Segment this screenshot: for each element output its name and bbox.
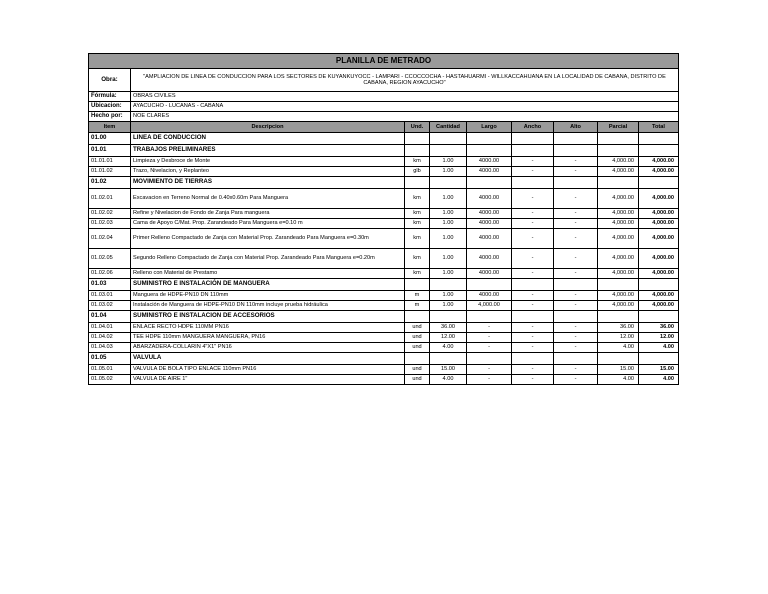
unit-cell: und: [405, 323, 430, 333]
unit-cell: km: [405, 157, 430, 167]
partial-cell: 4.00: [598, 375, 639, 385]
quantity-cell: 1.00: [430, 189, 467, 209]
length-cell: -: [467, 323, 512, 333]
obra-text: "AMPLIACION DE LINEA DE CONDUCCION PARA LOS SECTORES DE KUYANKUYOCC - LAMPARI - CCOCCOCHA - HASTAHUARMI - WILLKACCAHUANA EN LA LOCALIDAD DE CABANA, DISTRITO DE CABANA, REGION AYACUCHO": [131, 69, 679, 92]
empty-cell: [554, 279, 598, 291]
width-cell: -: [512, 209, 554, 219]
description-cell: Limpieza y Desbroce de Monte: [131, 157, 405, 167]
length-cell: -: [467, 333, 512, 343]
empty-cell: [430, 279, 467, 291]
partial-cell: 4,000.00: [598, 269, 639, 279]
table-row: [89, 157, 679, 167]
empty-cell: [639, 177, 679, 189]
section-row: [89, 133, 679, 145]
partial-cell: 4,000.00: [598, 301, 639, 311]
empty-cell: [405, 177, 430, 189]
unit-cell: und: [405, 375, 430, 385]
item-cell: 01.03.02: [89, 301, 131, 311]
description-cell: Relleno con Material de Prestamo: [131, 269, 405, 279]
empty-cell: [467, 133, 512, 145]
table-row: [89, 291, 679, 301]
empty-cell: [598, 353, 639, 365]
empty-cell: [512, 311, 554, 323]
length-cell: 4,000.00: [467, 301, 512, 311]
width-cell: -: [512, 229, 554, 249]
length-cell: -: [467, 365, 512, 375]
partial-cell: 15.00: [598, 365, 639, 375]
length-cell: -: [467, 343, 512, 353]
info-row-hecho-por: [89, 112, 679, 122]
item-cell: 01.02.02: [89, 209, 131, 219]
empty-cell: [467, 177, 512, 189]
table-row: [89, 249, 679, 269]
quantity-cell: 1.00: [430, 209, 467, 219]
description-cell: Refine y Nivelacion de Fondo de Zanja Para manguera: [131, 209, 405, 219]
item-cell: 01.04.02: [89, 333, 131, 343]
empty-cell: [512, 353, 554, 365]
section-title: MOVIMIENTO DE TIERRAS: [131, 177, 405, 189]
quantity-cell: 1.00: [430, 229, 467, 249]
metrado-sheet: [88, 53, 678, 385]
col-header-ancho: Ancho: [512, 122, 554, 133]
col-header-largo: Largo: [467, 122, 512, 133]
empty-cell: [639, 311, 679, 323]
unit-cell: km: [405, 219, 430, 229]
partial-cell: 4,000.00: [598, 189, 639, 209]
description-cell: Excavacion en Terreno Normal de 0.40x0.60m Para Manguera: [131, 189, 405, 209]
height-cell: -: [554, 219, 598, 229]
unit-cell: km: [405, 229, 430, 249]
item-cell: 01.03.01: [89, 291, 131, 301]
quantity-cell: 1.00: [430, 269, 467, 279]
table-row: [89, 189, 679, 209]
empty-cell: [405, 311, 430, 323]
total-cell: 15.00: [639, 365, 679, 375]
table-row: [89, 209, 679, 219]
height-cell: -: [554, 365, 598, 375]
table-row: [89, 323, 679, 333]
empty-cell: [512, 145, 554, 157]
unit-cell: und: [405, 365, 430, 375]
section-title: VALVULA: [131, 353, 405, 365]
col-header-alto: Alto: [554, 122, 598, 133]
height-cell: -: [554, 375, 598, 385]
empty-cell: [639, 279, 679, 291]
table-row: [89, 301, 679, 311]
length-cell: 4000.00: [467, 249, 512, 269]
quantity-cell: 1.00: [430, 291, 467, 301]
total-cell: 4,000.00: [639, 219, 679, 229]
col-header-item: Item: [89, 122, 131, 133]
item-cell: 01.02.06: [89, 269, 131, 279]
item-code: 01.03: [89, 279, 131, 291]
height-cell: -: [554, 323, 598, 333]
length-cell: 4000.00: [467, 229, 512, 249]
height-cell: -: [554, 229, 598, 249]
partial-cell: 36.00: [598, 323, 639, 333]
description-cell: Cama de Apoyo C/Mat. Prop. Zarandeado Para Manguera e=0.10 m: [131, 219, 405, 229]
empty-cell: [430, 133, 467, 145]
width-cell: -: [512, 323, 554, 333]
item-code: 01.04: [89, 311, 131, 323]
item-cell: 01.02.03: [89, 219, 131, 229]
subsection-row: [89, 353, 679, 365]
info-label: Fórmula:: [89, 92, 131, 102]
empty-cell: [598, 177, 639, 189]
total-cell: 4,000.00: [639, 249, 679, 269]
empty-cell: [512, 177, 554, 189]
empty-cell: [639, 353, 679, 365]
height-cell: -: [554, 269, 598, 279]
info-label: Hecho por:: [89, 112, 131, 122]
height-cell: -: [554, 343, 598, 353]
length-cell: 4000.00: [467, 167, 512, 177]
width-cell: -: [512, 167, 554, 177]
item-code: 01.00: [89, 133, 131, 145]
description-cell: ABARZADERA-COLLARIN 4"X1" PN16: [131, 343, 405, 353]
total-cell: 4,000.00: [639, 291, 679, 301]
width-cell: -: [512, 375, 554, 385]
description-cell: ENLACE RECTO HDPE 110MM PN16: [131, 323, 405, 333]
empty-cell: [598, 145, 639, 157]
width-cell: -: [512, 189, 554, 209]
total-cell: 4,000.00: [639, 269, 679, 279]
total-cell: 4,000.00: [639, 229, 679, 249]
partial-cell: 4,000.00: [598, 291, 639, 301]
empty-cell: [467, 279, 512, 291]
subsection-row: [89, 145, 679, 157]
quantity-cell: 1.00: [430, 301, 467, 311]
item-code: 01.02: [89, 177, 131, 189]
item-cell: 01.05.02: [89, 375, 131, 385]
item-code: 01.01: [89, 145, 131, 157]
col-header-cantidad: Cantidad: [430, 122, 467, 133]
total-cell: 4,000.00: [639, 167, 679, 177]
empty-cell: [430, 177, 467, 189]
height-cell: -: [554, 209, 598, 219]
description-cell: Trazo, Nivelacion, y Replanteo: [131, 167, 405, 177]
partial-cell: 4,000.00: [598, 157, 639, 167]
empty-cell: [467, 311, 512, 323]
total-cell: 4,000.00: [639, 209, 679, 219]
subsection-row: [89, 177, 679, 189]
quantity-cell: 1.00: [430, 249, 467, 269]
section-title: SUMINISTRO E INSTALACIÓN DE MANGUERA: [131, 279, 405, 291]
item-cell: 01.04.01: [89, 323, 131, 333]
section-title: SUMINISTRO E INSTALACION DE ACCESORIOS: [131, 311, 405, 323]
empty-cell: [554, 311, 598, 323]
empty-cell: [405, 145, 430, 157]
height-cell: -: [554, 167, 598, 177]
info-value: AYACUCHO - LUCANAS - CABANA: [131, 102, 679, 112]
info-row-ubicacion: [89, 102, 679, 112]
table-row: [89, 333, 679, 343]
empty-cell: [405, 353, 430, 365]
table-row: [89, 365, 679, 375]
table-row: [89, 167, 679, 177]
unit-cell: m: [405, 291, 430, 301]
partial-cell: 4,000.00: [598, 219, 639, 229]
info-value: NOE CLARES: [131, 112, 679, 122]
col-header-descripcion: Descripcion: [131, 122, 405, 133]
partial-cell: 12.00: [598, 333, 639, 343]
height-cell: -: [554, 291, 598, 301]
total-cell: 4,000.00: [639, 301, 679, 311]
obra-row: [89, 69, 679, 92]
header-row: [89, 122, 679, 133]
length-cell: 4000.00: [467, 157, 512, 167]
empty-cell: [554, 353, 598, 365]
width-cell: -: [512, 365, 554, 375]
width-cell: -: [512, 291, 554, 301]
empty-cell: [430, 145, 467, 157]
item-cell: 01.02.01: [89, 189, 131, 209]
description-cell: Segundo Relleno Compactado de Zanja con Material Prop. Zarandeado Para Manguera e=0.20m: [131, 249, 405, 269]
quantity-cell: 15.00: [430, 365, 467, 375]
width-cell: -: [512, 269, 554, 279]
subsection-row: [89, 279, 679, 291]
partial-cell: 4,000.00: [598, 167, 639, 177]
height-cell: -: [554, 249, 598, 269]
width-cell: -: [512, 249, 554, 269]
empty-cell: [430, 353, 467, 365]
length-cell: 4000.00: [467, 269, 512, 279]
empty-cell: [598, 279, 639, 291]
table-row: [89, 375, 679, 385]
quantity-cell: 4.00: [430, 375, 467, 385]
empty-cell: [598, 133, 639, 145]
unit-cell: km: [405, 269, 430, 279]
empty-cell: [512, 133, 554, 145]
partial-cell: 4,000.00: [598, 209, 639, 219]
col-header-parcial: Parcial: [598, 122, 639, 133]
height-cell: -: [554, 301, 598, 311]
item-cell: 01.02.05: [89, 249, 131, 269]
unit-cell: km: [405, 249, 430, 269]
length-cell: 4000.00: [467, 189, 512, 209]
total-cell: 4.00: [639, 343, 679, 353]
info-label: Ubicacion:: [89, 102, 131, 112]
total-cell: 4.00: [639, 375, 679, 385]
quantity-cell: 12.00: [430, 333, 467, 343]
empty-cell: [639, 133, 679, 145]
description-cell: Instalación de Manguera de HDPE-PN10 DN 110mm incluye prueba hidráulica: [131, 301, 405, 311]
quantity-cell: 4.00: [430, 343, 467, 353]
unit-cell: km: [405, 189, 430, 209]
description-cell: VALVULA DE AIRE 1": [131, 375, 405, 385]
metrado-table: [88, 53, 679, 385]
obra-label: Obra:: [89, 69, 131, 92]
quantity-cell: 1.00: [430, 167, 467, 177]
height-cell: -: [554, 189, 598, 209]
quantity-cell: 36.00: [430, 323, 467, 333]
width-cell: -: [512, 333, 554, 343]
unit-cell: und: [405, 343, 430, 353]
length-cell: 4000.00: [467, 209, 512, 219]
empty-cell: [512, 279, 554, 291]
item-cell: 01.04.03: [89, 343, 131, 353]
height-cell: -: [554, 333, 598, 343]
info-row-formula: [89, 92, 679, 102]
item-cell: 01.05.01: [89, 365, 131, 375]
length-cell: 4000.00: [467, 291, 512, 301]
width-cell: -: [512, 301, 554, 311]
empty-cell: [405, 279, 430, 291]
total-cell: 36.00: [639, 323, 679, 333]
empty-cell: [467, 353, 512, 365]
unit-cell: und: [405, 333, 430, 343]
total-cell: 12.00: [639, 333, 679, 343]
width-cell: -: [512, 343, 554, 353]
partial-cell: 4.00: [598, 343, 639, 353]
empty-cell: [430, 311, 467, 323]
width-cell: -: [512, 219, 554, 229]
empty-cell: [598, 311, 639, 323]
empty-cell: [405, 133, 430, 145]
col-header-total: Total: [639, 122, 679, 133]
table-row: [89, 343, 679, 353]
partial-cell: 4,000.00: [598, 229, 639, 249]
col-header-und: Und.: [405, 122, 430, 133]
quantity-cell: 1.00: [430, 219, 467, 229]
description-cell: Manguera de HDPE-PN10 DN 110mm: [131, 291, 405, 301]
table-row: [89, 219, 679, 229]
total-cell: 4,000.00: [639, 189, 679, 209]
unit-cell: m: [405, 301, 430, 311]
description-cell: VALVULA DE BOLA TIPO ENLACE 110mm PN16: [131, 365, 405, 375]
sheet-title: PLANILLA DE METRADO: [89, 54, 679, 69]
title-row: [89, 54, 679, 69]
item-cell: 01.02.04: [89, 229, 131, 249]
total-cell: 4,000.00: [639, 157, 679, 167]
item-cell: 01.01.01: [89, 157, 131, 167]
unit-cell: glb: [405, 167, 430, 177]
unit-cell: km: [405, 209, 430, 219]
width-cell: -: [512, 157, 554, 167]
partial-cell: 4,000.00: [598, 249, 639, 269]
section-title: LINEA DE CONDUCCION: [131, 133, 405, 145]
empty-cell: [554, 177, 598, 189]
quantity-cell: 1.00: [430, 157, 467, 167]
item-code: 01.05: [89, 353, 131, 365]
section-title: TRABAJOS PRELIMINARES: [131, 145, 405, 157]
empty-cell: [554, 133, 598, 145]
length-cell: -: [467, 375, 512, 385]
info-value: OBRAS CIVILES: [131, 92, 679, 102]
length-cell: 4000.00: [467, 219, 512, 229]
empty-cell: [639, 145, 679, 157]
item-cell: 01.01.02: [89, 167, 131, 177]
description-cell: Primer Relleno Compactado de Zanja con Material Prop. Zarandeado Para Manguera e=0.30m: [131, 229, 405, 249]
table-row: [89, 269, 679, 279]
height-cell: -: [554, 157, 598, 167]
table-row: [89, 229, 679, 249]
empty-cell: [467, 145, 512, 157]
description-cell: TEE HDPE 110mm MANGUERA MANGUERA, PN16: [131, 333, 405, 343]
empty-cell: [554, 145, 598, 157]
subsection-row: [89, 311, 679, 323]
